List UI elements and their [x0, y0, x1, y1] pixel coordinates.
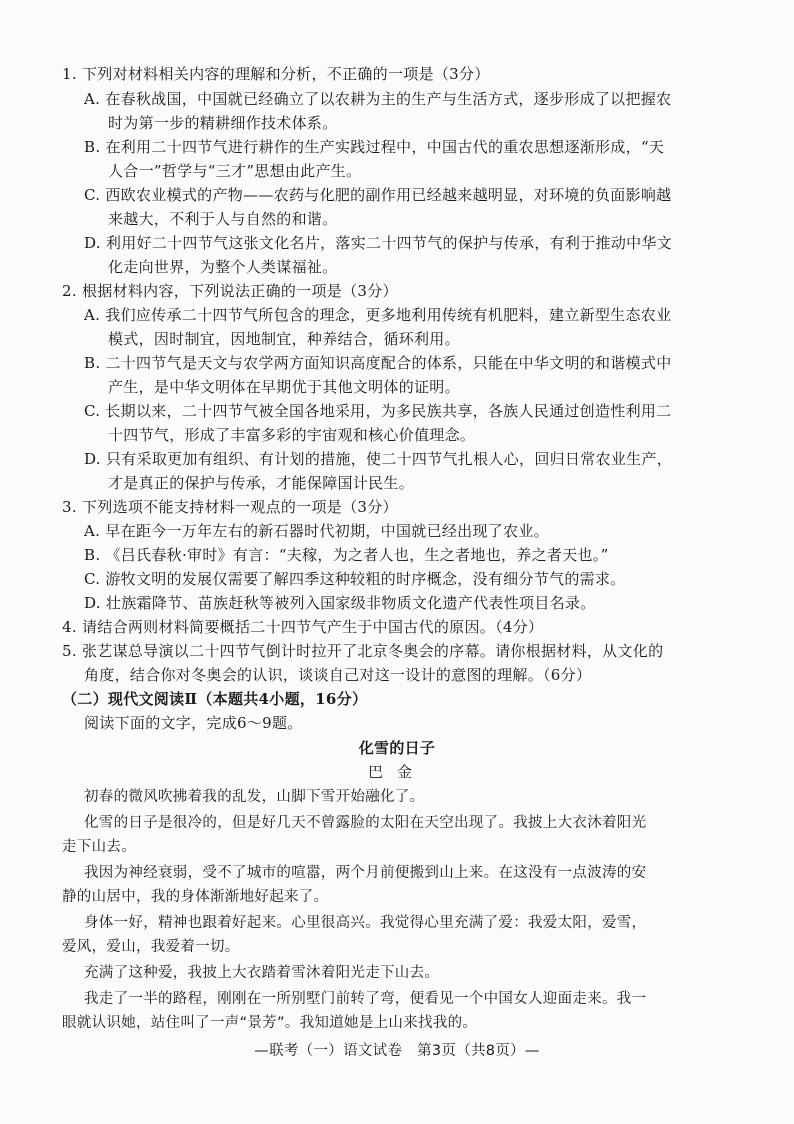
q2-option-c: C. 长期以来，二十四节气被全国各地采用，为多民族共享，各族人民通过创造性利用二 [84, 402, 672, 420]
page-footer: —联考（一）语文试卷 第3页（共8页）— [254, 1043, 540, 1059]
q1-option-b-cont: 人合一”哲学与“三才”思想由此产生。 [108, 162, 362, 180]
q1-option-b: B. 在利用二十四节气进行耕作的生产实践过程中，中国古代的重农思想逐渐形成，“天 [84, 138, 665, 156]
story-paragraph-2-cont: 走下山去。 [62, 839, 136, 855]
q1-option-a: A. 在春秋战国，中国就已经确立了以农耕为主的生产与生活方式，逐步形成了以把握农 [84, 90, 672, 108]
q3-option-a: A. 早在距今一万年左右的新石器时代初期，中国就已经出现了农业。 [84, 522, 549, 540]
story-paragraph-3-cont: 静的山居中，我的身体渐渐地好起来了。 [62, 889, 329, 905]
story-paragraph-4: 身体一好，精神也跟着好起来。心里很高兴。我觉得心里充满了爱：我爱太阳，爱雪， [84, 915, 647, 931]
story-paragraph-6: 我走了一半的路程，刚刚在一所别墅门前转了弯，便看见一个中国女人迎面走来。我一 [84, 991, 647, 1007]
q1-option-c: C. 西欧农业模式的产物——农药与化肥的副作用已经越来越明显，对环境的负面影响越 [84, 186, 672, 204]
q2-stem: 2. 根据材料内容，下列说法正确的一项是（3分） [62, 282, 398, 300]
story-paragraph-2: 化雪的日子是很冷的，但是好几天不曾露脸的太阳在天空出现了。我披上大衣沐着阳光 [84, 815, 647, 831]
q3-stem: 3. 下列选项不能支持材料一观点的一项是（3分） [62, 498, 398, 516]
q2-option-d-cont: 才是真正的保护与传承，才能保障国计民生。 [108, 474, 415, 492]
section-heading: （二）现代文阅读Ⅱ（本题共4小题，16分） [62, 690, 368, 708]
story-paragraph-4-cont: 爱风，爱山，我爱着一切。 [62, 939, 240, 955]
story-paragraph-5: 充满了这种爱，我披上大衣踏着雪沐着阳光走下山去。 [84, 965, 440, 981]
q1-option-c-cont: 来越大，不利于人与自然的和谐。 [108, 210, 338, 228]
story-title: 化雪的日子 [358, 739, 436, 757]
q5-stem-cont: 角度，结合你对冬奥会的认识，谈谈自己对这一设计的意图的理解。（6分） [84, 666, 592, 684]
q1-option-d: D. 利用好二十四节气这张文化名片，落实二十四节气的保护与传承，有利于推动中华文 [84, 234, 673, 252]
story-paragraph-6-cont: 眼就认识她，站住叫了一声“景芳”。我知道她是上山来找我的。 [62, 1015, 478, 1031]
story-paragraph-3: 我因为神经衰弱，受不了城市的喧嚣，两个月前便搬到山上来。在这没有一点波涛的安 [84, 865, 647, 881]
q2-option-c-cont: 十四节气，形成了丰富多彩的宇宙观和核心价值理念。 [108, 426, 476, 444]
q1-option-d-cont: 化走向世界，为整个人类谋福祉。 [108, 258, 338, 276]
q1-stem: 1. 下列对材料相关内容的理解和分析，不正确的一项是（3分） [62, 65, 490, 83]
q2-option-a-cont: 模式，因时制宜，因地制宜，种养结合，循环利用。 [108, 330, 460, 348]
q2-option-a: A. 我们应传承二十四节气所包含的理念，更多地利用传统有机肥料，建立新型生态农业 [84, 306, 672, 324]
q2-option-b: B. 二十四节气是天文与农学两方面知识高度配合的体系，只能在中华文明的和谐模式中 [84, 354, 672, 372]
q2-option-d: D. 只有采取更加有组织、有计划的措施，使二十四节气扎根人心，回归日常农业生产， [84, 450, 673, 468]
story-paragraph-1: 初春的微风吹拂着我的乱发，山脚下雪开始融化了。 [84, 789, 425, 805]
q1-option-a-cont: 时为第一步的精耕细作技术体系。 [108, 114, 338, 132]
story-author: 巴金 [367, 763, 426, 781]
q5-stem: 5. 张艺谋总导演以二十四节气倒计时拉开了北京冬奥会的序幕。请你根据材料，从文化的 [62, 642, 664, 660]
q3-option-c: C. 游牧文明的发展仅需要了解四季这种较粗的时序概念，没有细分节气的需求。 [84, 570, 626, 588]
q4-stem: 4. 请结合两则材料简要概括二十四节气产生于中国古代的原因。（4分） [62, 618, 544, 636]
q3-option-b: B. 《吕氏春秋·审时》有言：“夫稼，为之者人也，生之者地也，养之者天也。” [84, 546, 609, 564]
reading-instruction: 阅读下面的文字，完成6～9题。 [84, 714, 303, 732]
q2-option-b-cont: 产生，是中华文明体在早期优于其他文明体的证明。 [108, 378, 460, 396]
q3-option-d: D. 壮族霜降节、苗族赶秋等被列入国家级非物质文化遗产代表性项目名录。 [84, 594, 596, 612]
